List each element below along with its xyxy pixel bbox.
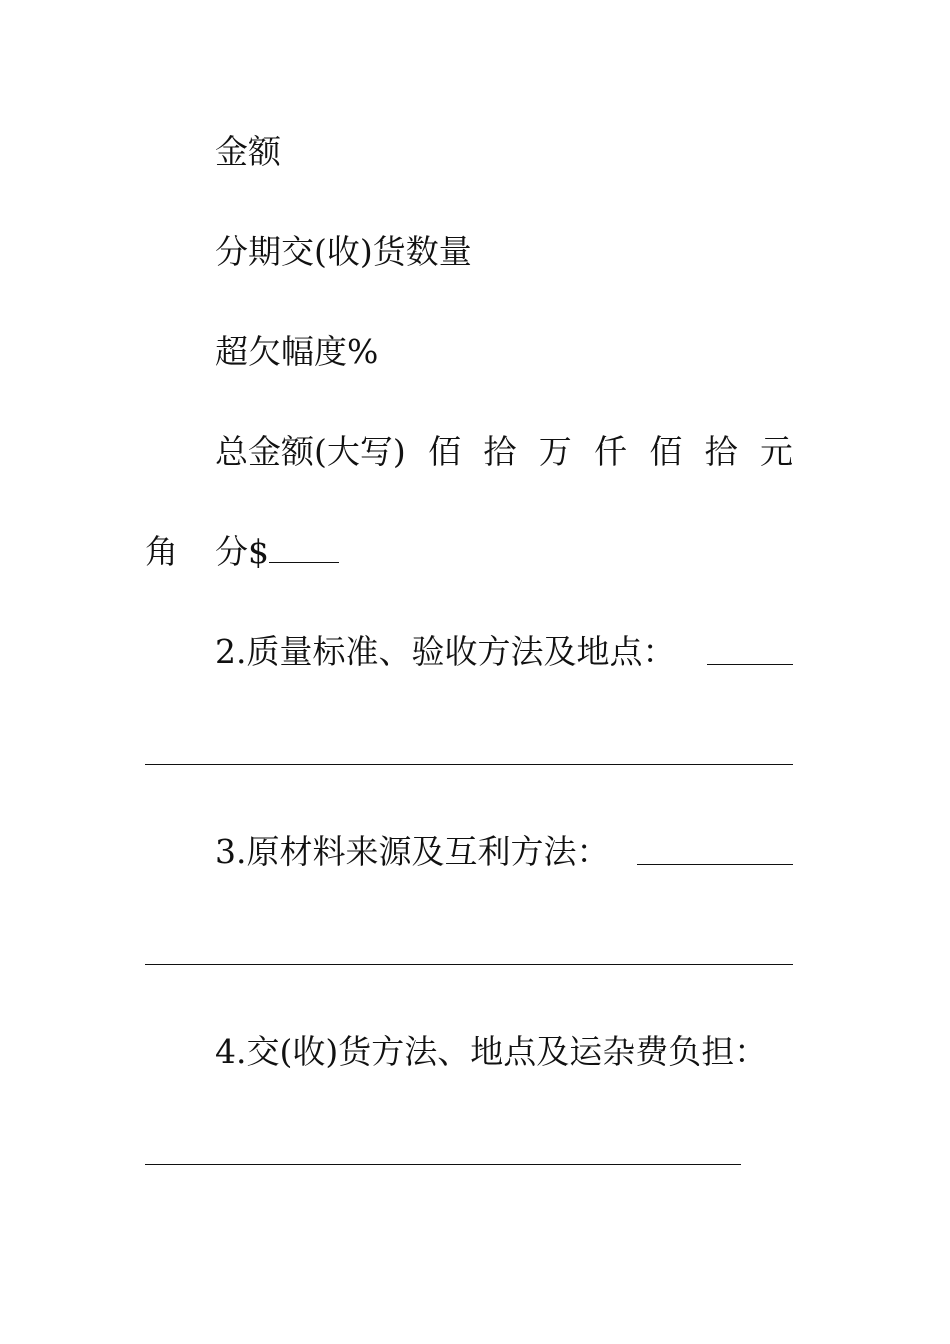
unit-qian: 仟 [594, 432, 627, 471]
quality-blank[interactable] [707, 664, 793, 665]
unit-bai-1: 佰 [428, 432, 462, 471]
quality-line [215, 632, 676, 672]
material-line [215, 832, 610, 872]
material-blank[interactable] [637, 864, 793, 865]
quality-blank-line[interactable] [145, 764, 793, 765]
unit-jiao: 角 [145, 532, 178, 571]
quality-label: 2.质量标准、验收方法及地点： [215, 632, 676, 671]
amount-line: 金额 [215, 132, 281, 171]
material-label: 3.原材料来源及互利方法： [215, 832, 610, 871]
unit-shi-1: 拾 [483, 432, 517, 471]
fen-blank[interactable] [269, 532, 339, 563]
delivery-blank-line[interactable] [145, 1164, 741, 1165]
unit-fen: 分$ [215, 532, 269, 571]
unit-yuan: 元 [759, 432, 793, 471]
tolerance-line: 超欠幅度% [215, 332, 379, 371]
unit-wan: 万 [538, 432, 572, 471]
material-blank-line[interactable] [145, 964, 793, 965]
unit-shi-2: 拾 [704, 432, 738, 471]
delivery-line: 4.交(收)货方法、地点及运杂费负担： [215, 1032, 768, 1071]
jiao-fen-line [145, 532, 339, 572]
installment-quantity-line: 分期交(收)货数量 [215, 232, 472, 271]
unit-bai-2: 佰 [649, 432, 683, 471]
total-amount-row [215, 432, 793, 472]
total-amount-label: 总金额(大写) [215, 432, 406, 471]
